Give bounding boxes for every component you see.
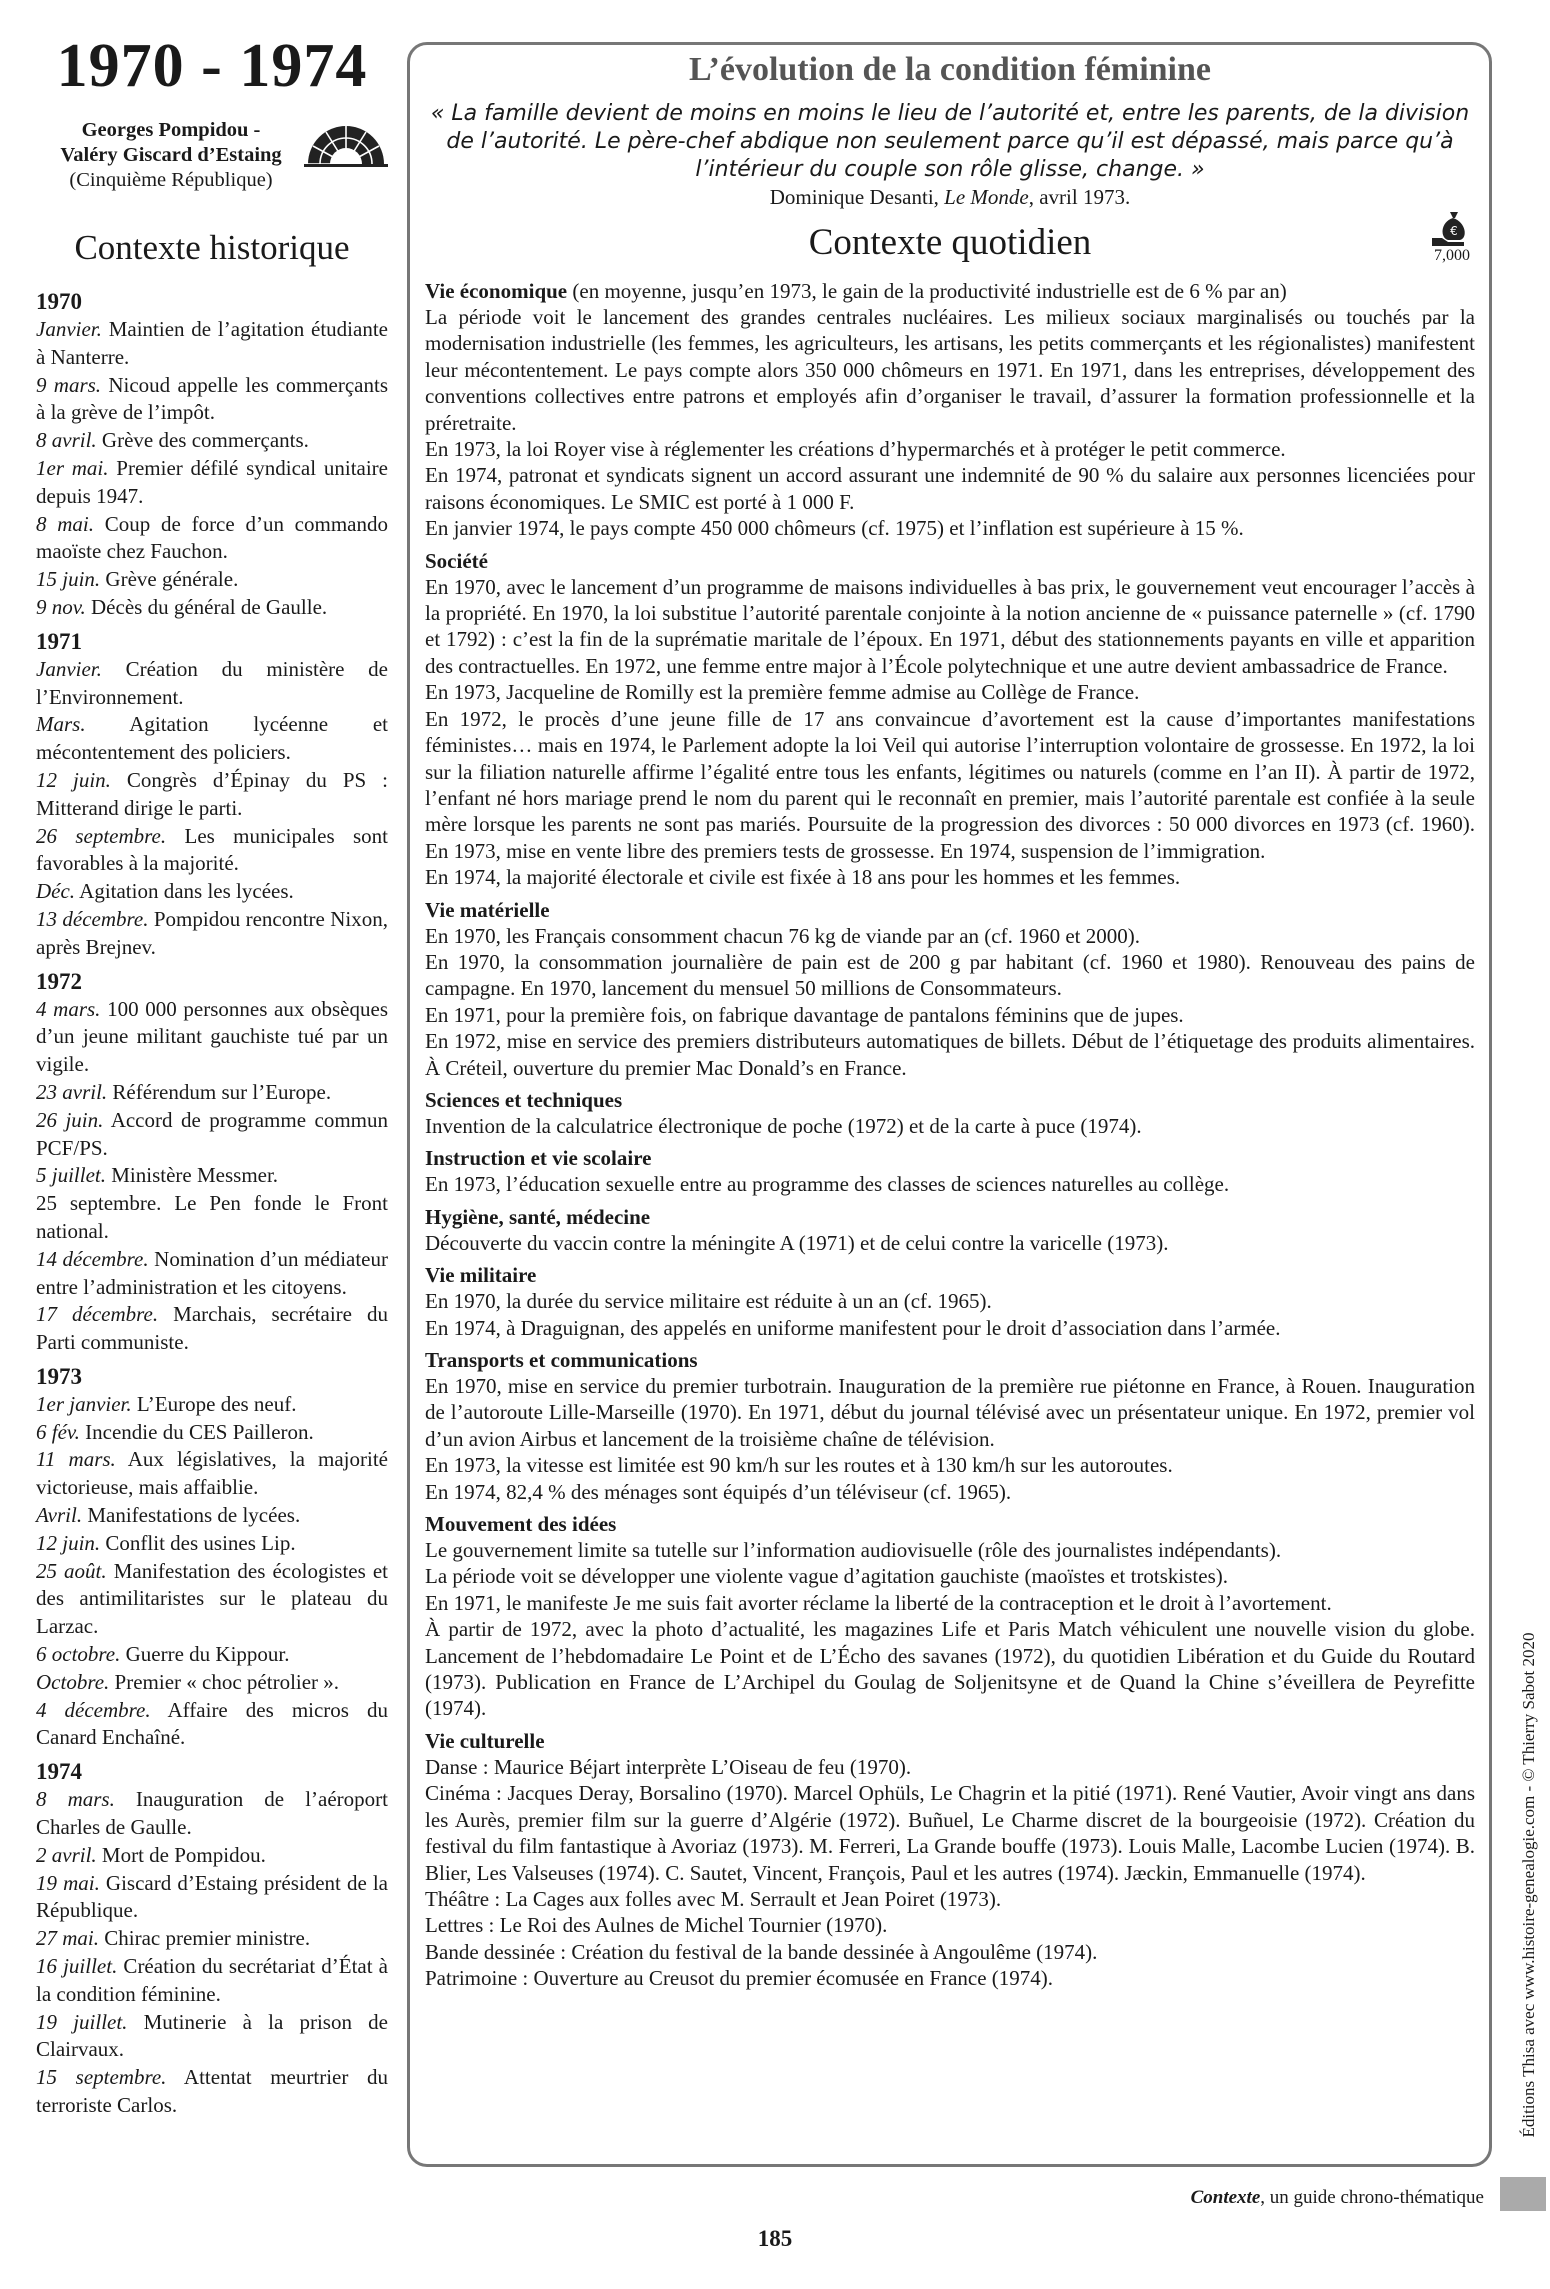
- event-date: 27 mai.: [36, 1926, 99, 1951]
- event-text: Manifestation des écologistes et des antimilitaristes sur le plateau du Larzac.: [36, 1558, 388, 1639]
- context-section: [425, 1087, 1475, 1139]
- section-heading-line: [425, 1145, 1475, 1171]
- event-date: 12 juin.: [36, 1530, 101, 1555]
- event-text: Manifestations de lycées.: [82, 1503, 301, 1528]
- timeline-event: [36, 1697, 388, 1753]
- daily-context-column: [425, 48, 1475, 1992]
- section-heading-line: [425, 1087, 1475, 1113]
- section-heading-line: [425, 897, 1475, 923]
- page-number: 185: [757, 2226, 793, 2251]
- event-text: Pompidou rencontre Nixon, après Brejnev.: [36, 906, 389, 959]
- historical-context-heading: Contexte historique: [74, 228, 350, 267]
- context-sections: [425, 278, 1475, 1992]
- event-date: 6 octobre.: [36, 1642, 121, 1667]
- event-date: 17 décembre.: [36, 1302, 159, 1327]
- context-section: [425, 1204, 1475, 1256]
- section-paragraph: En 1973, Jacqueline de Romilly est la première femme admise au Collège de France.: [425, 680, 1140, 705]
- event-text: Nomination d’un médiateur entre l’administration et les citoyens.: [36, 1246, 388, 1299]
- timeline-event: [36, 455, 388, 511]
- event-text: Premier « choc pétrolier ».: [109, 1669, 340, 1694]
- event-text: Congrès d’Épinay du PS : Mitterand dirige le parti.: [36, 767, 388, 820]
- section-paragraph: En 1970, mise en service du premier turbotrain. Inauguration de la première rue piétonne en France, à Rouen. Inauguration de l’autoroute Lille-Marseille (1970). En 1971, début du journal télévisé avec un présentateur unique. En 1972, premier vol d’un avion Airbus et lancement de la troisième chaîne de télévision.: [425, 1374, 1475, 1451]
- footer-title: Contexte: [1190, 2187, 1261, 2208]
- assembly-hemicycle-icon: [304, 120, 388, 168]
- timeline-event: [36, 427, 388, 455]
- presidents-names: [36, 118, 306, 193]
- section-heading-line: [425, 1347, 1475, 1373]
- timeline-year: 1970: [36, 289, 82, 314]
- historical-context-column: [36, 28, 388, 2120]
- section-paragraph: À partir de 1972, avec la photo d’actualité, les magazines Life et Paris Match véhiculent une nouvelle vision du globe. Lancement de l’hebdomadaire Le Point et de L’Écho des savanes (1972), du quotidien Libération et du Guide du Routard (1973). Publication en France de L’Archipel du Goulag de Soljenitsyne et de Quand la Chine s’éveillera de Peyrefitte (1974).: [425, 1617, 1475, 1721]
- event-text: Coup de force d’un commando maoïste chez Fauchon.: [36, 511, 388, 564]
- event-text: Maintien de l’agitation étudiante à Nanterre.: [36, 317, 388, 369]
- timeline-event: [36, 1502, 388, 1530]
- event-text: Conflit des usines Lip.: [100, 1530, 296, 1555]
- section-heading: Vie économique: [425, 279, 568, 303]
- section-paragraph: Le gouvernement limite sa tutelle sur l’information audiovisuelle (rôle des journalistes indépendants).: [425, 1538, 1282, 1563]
- event-text: Incendie du CES Pailleron.: [79, 1419, 314, 1444]
- context-section: [425, 1145, 1475, 1197]
- context-section: [425, 548, 1475, 891]
- timeline: [36, 288, 388, 2120]
- section-paragraph: En 1973, la vitesse est limitée est 90 km/h sur les routes et à 130 km/h sur les autoroutes.: [425, 1453, 1173, 1478]
- event-text: Les municipales sont favorables à la majorité.: [36, 823, 388, 876]
- timeline-event: [36, 566, 388, 594]
- event-date: 6 fév.: [36, 1419, 80, 1444]
- section-heading: Instruction et vie scolaire: [425, 1146, 652, 1171]
- timeline-event: [36, 1190, 388, 1246]
- event-date: 13 décembre.: [36, 906, 149, 931]
- section-paragraph: En 1970, les Français consomment chacun 76 kg de viande par an (cf. 1960 et 2000).: [425, 923, 1140, 948]
- event-text: Giscard d’Estaing président de la République.: [36, 1870, 389, 1923]
- event-date: Janvier.: [36, 656, 102, 681]
- event-date: 9 nov.: [36, 594, 86, 619]
- event-date: 9 mars.: [36, 372, 102, 397]
- section-paragraph: Lettres : Le Roi des Aulnes de Michel Tournier (1970).: [425, 1913, 888, 1938]
- section-paragraph: La période voit le lancement des grandes centrales nucléaires. Les milieux sociaux marginalisés ou touchés par la modernisation industrielle (les femmes, les agriculteurs, les artisans, les petits commerçants et les régionalistes) manifestent leur mécontentement. Le pays compte alors 350 000 chômeurs en 1971. En 1971, dans les entreprises, développement des conventions collectives entre patrons et employés afin d’organiser le travail, d’assurer la formation professionnelle et la préretraite.: [425, 305, 1475, 435]
- presidents-line1: Georges Pompidou -: [81, 119, 261, 141]
- context-section: [425, 278, 1475, 542]
- timeline-event: [36, 511, 388, 567]
- timeline-event: [36, 1391, 388, 1419]
- event-date: Octobre.: [36, 1669, 110, 1694]
- presidents-line2: Valéry Giscard d’Estaing: [60, 144, 282, 166]
- timeline-event: [36, 1079, 388, 1107]
- event-text: Création du ministère de l’Environnement.: [36, 656, 388, 709]
- money-bag-icon-block: [1423, 208, 1481, 264]
- context-title: Contexte quotidien: [808, 222, 1092, 263]
- section-heading-line: [425, 548, 1475, 574]
- section-heading: Société: [425, 548, 488, 573]
- section-heading: Mouvement des idées: [425, 1512, 617, 1537]
- event-date: 1er janvier.: [36, 1391, 132, 1416]
- event-text: Décès du général de Gaulle.: [85, 594, 328, 619]
- footer-subtitle: , un guide chrono-thématique: [1260, 2187, 1484, 2208]
- money-bag-icon: [1430, 208, 1474, 248]
- event-date: 8 mars.: [36, 1787, 115, 1812]
- event-date: 26 juin.: [36, 1107, 104, 1132]
- event-text: Agitation lycéenne et mécontentement des policiers.: [36, 712, 388, 765]
- event-text: 100 000 personnes aux obsèques d’un jeune militant gauchiste tué par un vigile.: [36, 996, 388, 1077]
- section-heading-line: [425, 1262, 1475, 1288]
- event-text: Création du secrétariat d’État à la condition féminine.: [36, 1954, 388, 2006]
- timeline-event: [36, 711, 388, 767]
- event-text: Accord de programme commun PCF/PS.: [36, 1107, 389, 1160]
- timeline-event: [36, 1786, 388, 1842]
- event-text: Ministère Messmer.: [106, 1163, 279, 1188]
- event-date: 19 mai.: [36, 1870, 100, 1895]
- timeline-event: [36, 2009, 388, 2065]
- timeline-year: 1974: [36, 1759, 82, 1785]
- section-paragraph: En 1973, l’éducation sexuelle entre au programme des classes de sciences naturelles au collège.: [425, 1172, 1230, 1197]
- timeline-event: [36, 1446, 388, 1502]
- event-date: 25 août.: [36, 1558, 107, 1583]
- section-paragraph: En 1972, le procès d’une jeune fille de 17 ans convaincue d’avortement est la cause d’importantes manifestations féministes… mais en 1974, le Parlement adopte la loi Veil qui autorise l’interruption volontaire de grossesse. En 1972, la loi sur la filiation naturelle affirme l’égalité entre tous les enfants, légitimes ou naturels (comme en l’an II). À partir de 1972, l’enfant né hors mariage prend le nom du parent qui le reconnaît en premier, mais l’autorité parentale est confiée à la seule mère lorsque les parents ne sont pas mariés. Poursuite de la progression des divorces : 50 000 divorces en 1973 (cf. 1960). En 1973, mise en vente libre des premiers tests de grossesse. En 1974, suspension de l’immigration.: [425, 706, 1475, 863]
- event-date: Janvier.: [36, 317, 102, 341]
- section-paragraph: Découverte du vaccin contre la méningite A (1971) et de celui contre la varicelle (1973).: [425, 1230, 1169, 1255]
- timeline-event: [36, 1530, 388, 1558]
- event-text: 25 septembre. Le Pen fonde le Front national.: [36, 1191, 388, 1243]
- presidents-block: [36, 112, 388, 216]
- period-title: 1970 - 1974: [56, 32, 368, 100]
- event-date: 4 décembre.: [36, 1697, 151, 1722]
- timeline-event: [36, 1925, 388, 1953]
- event-date: 15 juin.: [36, 567, 101, 592]
- event-date: Avril.: [36, 1503, 83, 1528]
- timeline-event: [36, 656, 388, 712]
- event-text: Aux législatives, la majorité victorieuse, mais affaiblie.: [36, 1447, 388, 1500]
- timeline-event: [36, 1246, 388, 1302]
- event-date: Mars.: [36, 712, 86, 737]
- frame-title: L’évolution de la condition féminine: [688, 51, 1212, 88]
- event-date: 4 mars.: [36, 996, 101, 1021]
- section-heading: Vie militaire: [425, 1263, 537, 1288]
- context-section: [425, 1347, 1475, 1505]
- section-paragraph: Invention de la calculatrice électronique de poche (1972) et de la carte à puce (1974).: [425, 1113, 1142, 1138]
- timeline-event: [36, 878, 388, 906]
- section-paragraph: En janvier 1974, le pays compte 450 000 chômeurs (cf. 1975) et l’inflation est supérieure à 15 %.: [425, 516, 1244, 541]
- quote-attribution: [425, 184, 1475, 210]
- section-paragraph: La période voit se développer une violente vague d’agitation gauchiste (maoïstes et trotskistes).: [425, 1564, 1229, 1589]
- quote: « La famille devient de moins en moins le lieu de l’autorité et, entre les parents, de la division de l’autorité. Le père-chef abdique non seulement parce qu’il est dépassé, mais parce qu’à l’intérieur du couple son rôle glisse, change. »: [430, 101, 1470, 182]
- event-date: 14 décembre.: [36, 1246, 149, 1271]
- context-section: [425, 1262, 1475, 1341]
- section-heading-note: (en moyenne, jusqu’en 1973, le gain de la productivité industrielle est de 6 % par an): [567, 279, 1287, 303]
- timeline-event: [36, 906, 388, 962]
- timeline-event: [36, 996, 388, 1079]
- event-date: 23 avril.: [36, 1079, 108, 1104]
- timeline-event: [36, 1162, 388, 1190]
- timeline-year: 1971: [36, 628, 82, 654]
- event-text: Premier défilé syndical unitaire depuis 1947.: [36, 455, 388, 508]
- event-text: Référendum sur l’Europe.: [107, 1079, 332, 1104]
- event-date: 2 avril.: [36, 1842, 97, 1867]
- section-paragraph: En 1972, mise en service des premiers distributeurs automatiques de billets. Début de l’étiquetage des produits alimentaires. À Créteil, ouverture du premier Mac Donald’s en France.: [425, 1029, 1475, 1080]
- republic-label: (Cinquième République): [69, 169, 273, 191]
- section-heading: Transports et communications: [425, 1348, 698, 1372]
- timeline-event: [36, 1842, 388, 1870]
- timeline-event: [36, 1669, 388, 1697]
- timeline-event: [36, 372, 388, 428]
- timeline-year: 1972: [36, 968, 82, 994]
- event-text: Mort de Pompidou.: [96, 1842, 266, 1867]
- copyright-text: Éditions Thisa avec www.histoire-genealogie.com - © Thierry Sabot 2020: [1519, 1632, 1538, 2138]
- timeline-event: [36, 1419, 388, 1447]
- section-paragraph: Bande dessinée : Création du festival de la bande dessinée à Angoulême (1974).: [425, 1939, 1098, 1964]
- section-heading-line: [425, 1511, 1475, 1537]
- event-date: 8 avril.: [36, 428, 97, 453]
- timeline-event: [36, 316, 388, 372]
- timeline-event: [36, 1107, 388, 1163]
- section-paragraph: En 1974, 82,4 % des ménages sont équipés d’un téléviseur (cf. 1965).: [425, 1479, 1012, 1504]
- footer: [1191, 2187, 1484, 2209]
- event-text: Inauguration de l’aéroport Charles de Gaulle.: [36, 1787, 388, 1840]
- section-heading-line: [425, 278, 1475, 304]
- event-date: 16 juillet.: [36, 1954, 118, 1979]
- context-section: [425, 1728, 1475, 1992]
- event-date: 8 mai.: [36, 511, 94, 536]
- event-date: 5 juillet.: [36, 1163, 106, 1188]
- event-date: 11 mars.: [36, 1447, 116, 1472]
- event-text: Grève des commerçants.: [96, 428, 309, 453]
- icon-value: 7,000: [1434, 247, 1470, 264]
- event-date: 1er mai.: [36, 455, 109, 480]
- timeline-event: [36, 823, 388, 879]
- timeline-event: [36, 1301, 388, 1357]
- event-text: Nicoud appelle les commerçants à la grève de l’impôt.: [36, 372, 388, 425]
- event-text: Affaire des micros du Canard Enchaîné.: [36, 1697, 389, 1750]
- section-heading-line: [425, 1728, 1475, 1754]
- quote-author: Dominique Desanti,: [769, 185, 945, 209]
- section-heading: Vie matérielle: [425, 897, 550, 922]
- timeline-event: [36, 2064, 388, 2120]
- section-heading: Sciences et techniques: [425, 1087, 623, 1112]
- section-paragraph: Danse : Maurice Béjart interprète L’Oiseau de feu (1970).: [425, 1754, 912, 1779]
- event-text: Grève générale.: [100, 567, 239, 592]
- section-paragraph: En 1974, patronat et syndicats signent un accord assurant une indemnité de 90 % du salaire aux personnes licenciées pour raisons économiques. Le SMIC est porté à 1 000 F.: [425, 463, 1475, 514]
- event-date: 19 juillet.: [36, 2009, 128, 2034]
- section-paragraph: Cinéma : Jacques Deray, Borsalino (1970). Marcel Ophüls, Le Chagrin et la pitié (1971). René Vautier, Avoir vingt ans dans les Aurès, premier film sur la guerre d’Algérie (1972). Buñuel, Le Charme discret de la bourgeoisie (1972). Création du festival du film fantastique à Avoriaz (1973). M. Ferreri, La Grande bouffe (1973). Louis Malle, Lacombe Lucien (1974). B. Blier, Les Valseuses (1974). C. Sautet, Vincent, François, Paul et les autres (1974). Jæckin, Emmanuelle (1974).: [425, 1781, 1475, 1885]
- section-paragraph: En 1970, avec le lancement d’un programme de maisons individuelles à bas prix, le gouvernement veut encourager l’accès à la propriété. En 1970, la loi substitue l’autorité parentale conjointe à la notion ancienne de « puissance paternelle » (cf. 1790 et 1792) : c’est la fin de la suprématie maritale de l’époux. En 1971, début des stationnements payants en ville et apparition des contractuelles. En 1972, une femme entre major à l’École polytechnique et une autre devient ambassadrice de France.: [425, 574, 1475, 678]
- section-heading: Hygiène, santé, médecine: [425, 1204, 651, 1229]
- timeline-event: [36, 1558, 388, 1641]
- section-paragraph: En 1970, la consommation journalière de pain est de 200 g par habitant (cf. 1960 et 1980). Renouveau des pains de campagne. En 1970, lancement du mensuel 50 millions de Consommateurs.: [425, 949, 1475, 1001]
- section-paragraph: Patrimoine : Ouverture au Creusot du premier écomusée en France (1974).: [425, 1966, 1054, 1991]
- timeline-event: [36, 1953, 388, 2009]
- timeline-year: 1973: [36, 1363, 82, 1389]
- section-paragraph: En 1974, à Draguignan, des appelés en uniforme manifestent pour le droit d’association dans l’armée.: [425, 1315, 1281, 1340]
- event-text: Agitation dans les lycées.: [75, 879, 294, 904]
- section-heading: Vie culturelle: [425, 1728, 545, 1753]
- section-paragraph: En 1970, la durée du service militaire est réduite à un an (cf. 1965).: [425, 1289, 992, 1314]
- timeline-event: [36, 767, 388, 823]
- event-text: Attentat meurtrier du terroriste Carlos.: [36, 2065, 388, 2118]
- event-date: 12 juin.: [36, 767, 111, 792]
- section-paragraph: En 1974, la majorité électorale et civile est fixée à 18 ans pour les hommes et les femmes.: [425, 865, 1181, 890]
- section-paragraph: En 1973, la loi Royer vise à réglementer les créations d’hypermarchés et à protéger le petit commerce.: [425, 437, 1286, 462]
- section-paragraph: Théâtre : La Cages aux folles avec M. Serrault et Jean Poiret (1973).: [425, 1886, 1002, 1911]
- event-text: Guerre du Kippour.: [120, 1642, 290, 1667]
- section-paragraph: En 1971, le manifeste Je me suis fait avorter réclame la liberté de la contraception et le droit à l’avortement.: [425, 1590, 1332, 1615]
- quote-source: Le Monde: [944, 185, 1029, 209]
- page-tab-marker: [1500, 2177, 1546, 2211]
- context-section: [425, 897, 1475, 1081]
- timeline-event: [36, 594, 388, 622]
- section-paragraph: En 1971, pour la première fois, on fabrique davantage de pantalons féminins que de jupes.: [425, 1002, 1184, 1027]
- quote-date: , avril 1973.: [1028, 185, 1131, 209]
- context-title-row: [425, 214, 1475, 272]
- event-text: Marchais, secrétaire du Parti communiste.: [36, 1302, 388, 1355]
- section-heading-line: [425, 1204, 1475, 1230]
- context-section: [425, 1511, 1475, 1722]
- event-text: Mutinerie à la prison de Clairvaux.: [36, 2009, 388, 2062]
- event-date: Déc.: [36, 879, 76, 904]
- event-text: Chirac premier ministre.: [99, 1926, 311, 1951]
- timeline-event: [36, 1870, 388, 1926]
- timeline-event: [36, 1641, 388, 1669]
- event-text: L’Europe des neuf.: [131, 1391, 297, 1416]
- copyright-sidebar: [1512, 1540, 1546, 2230]
- svg-text:€: €: [1450, 224, 1458, 238]
- event-date: 15 septembre.: [36, 2065, 167, 2090]
- event-date: 26 septembre.: [36, 823, 167, 848]
